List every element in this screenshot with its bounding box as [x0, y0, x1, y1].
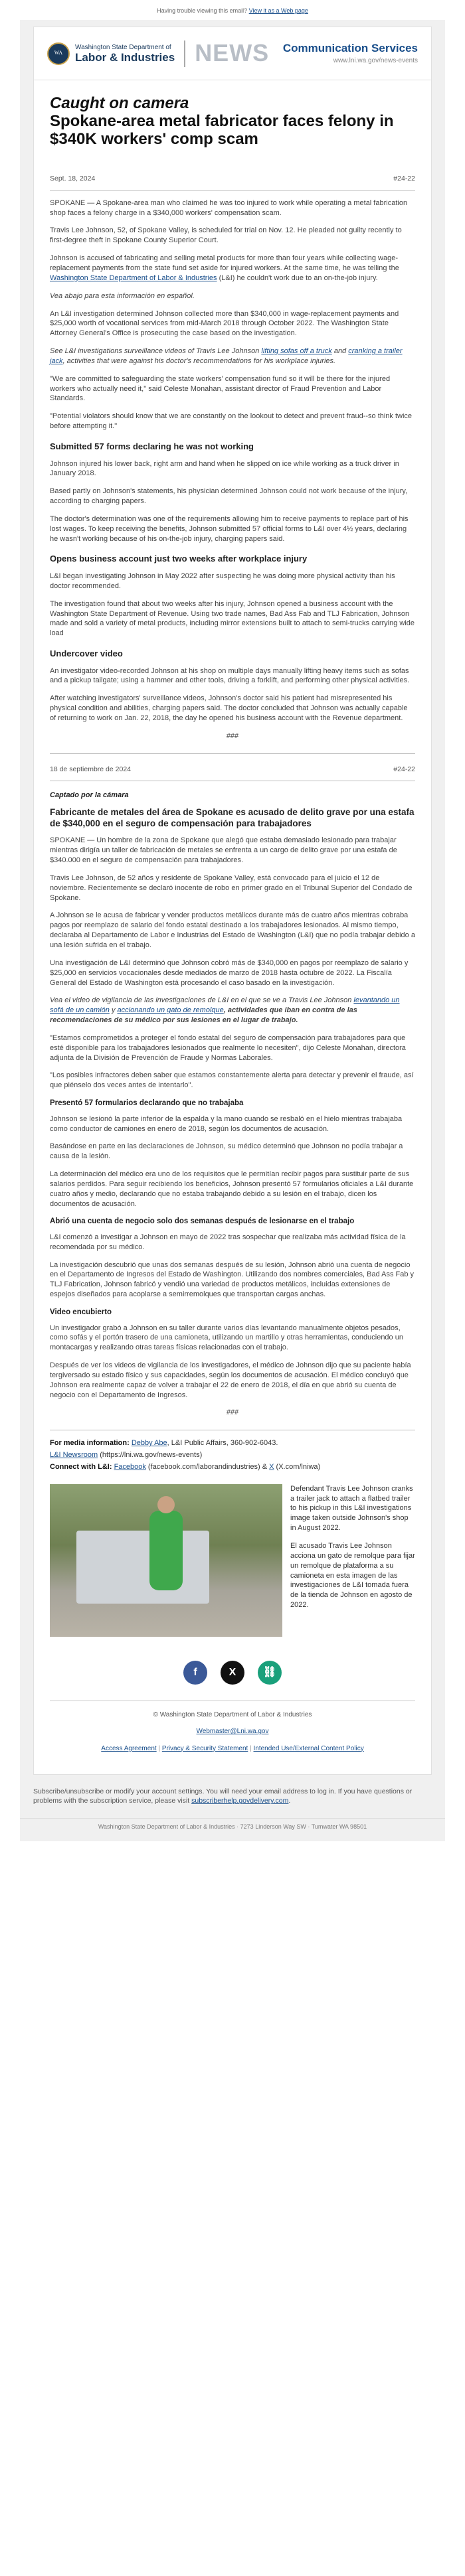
section-heading: Video encubierto: [50, 1308, 112, 1316]
email-view-bar: [0, 0, 465, 20]
article-number: #24-22: [393, 174, 415, 183]
access-link[interactable]: Access Agreement: [101, 1744, 157, 1752]
spanish-title: Fabricante de metales del área de Spokane es acusado de delito grave por una estafa de $340,000 en el seguro de compensación para trabajadores: [50, 806, 415, 828]
article-meta: [50, 174, 415, 190]
photo-caption-es: El acusado Travis Lee Johnson acciona un gato de remolque para fijar un remolque de plataforma a su camioneta en esta imagen de las investigaciones de L&I tomada fuera de la tienda de Johnson en agosto de 2022.: [290, 1542, 415, 1610]
paragraph: Travis Lee Johnson, 52, of Spokane Valley, is scheduled for trial on Nov. 12. He pleaded not guilty recently to first-degree theft in Spokane County Superior Court.: [50, 226, 402, 245]
copyright: © Washington State Department of Labor & Industries: [153, 1710, 312, 1718]
paragraph: Based partly on Johnson's statements, his physician determined Johnson could not work because of the injury, according to charging papers.: [50, 487, 408, 506]
quote: "Potential violators should know that we are constantly on the lookout to detect and prevent fraud--so think twice before attempting it.": [50, 412, 413, 431]
paragraph: Después de ver los videos de vigilancia de los investigadores, el médico de Johnson dijo que su paciente había tergiversado su estado físico y sus capacidades, según los documentos de acusación. El médico concluyó que Johnson era realmente capaz de volver a trabajar el 22 de enero de 2018, el día en que abrió su cuenta de negocio con el Departamento de Ingresos.: [50, 1361, 411, 1399]
paragraph: The investigation found that about two weeks after his injury, Johnson opened a business account with the Washington State Department of Revenue. Using two trade names, Bad Ass Fab and TLJ Fabrication, Johnson made and sold a variety of metal products, including mirror extensions built to attach to semi-trucks carrying wide load: [50, 599, 415, 638]
section-heading: Submitted 57 forms declaring he was not working: [50, 441, 254, 451]
lni-logo[interactable]: [47, 42, 175, 65]
section-heading: Presentó 57 formularios declarando que no trabajaba: [50, 1099, 244, 1108]
state-seal-icon: WA: [47, 42, 70, 65]
intended-use-link[interactable]: Intended Use/External Content Policy: [253, 1744, 364, 1752]
paragraph: La determinación del médico era uno de los requisitos que le permitían recibir pagos para sustituir parte de sus salarios perdidos. Para seguir recibiendo los beneficios, Johnson presentó 57 formularios oficiales a L&I durante cuatro años y medio, declarando que no estaba trabajando debido a su lesión en el trabajo, dicen los documentos de acusación.: [50, 1170, 414, 1208]
x-link[interactable]: X: [269, 1462, 274, 1471]
paragraph: An investigator video-recorded Johnson at his shop on multiple days manually lifting heavy items such as sofas and a pickup tailgate; using a hammer and other tools, driving a forklift, and performing other physical activities.: [50, 666, 410, 685]
comm-title: Communication Services: [282, 42, 418, 55]
article-body: [34, 80, 431, 1701]
privacy-link[interactable]: Privacy & Security Statement: [161, 1744, 248, 1752]
contacts: [50, 1430, 415, 1472]
facebook-icon[interactable]: f: [183, 1661, 207, 1685]
email-outer: [20, 20, 445, 1775]
paragraph: Travis Lee Johnson, de 52 años y residente de Spokane Valley, está convocado para el juicio el 12 de noviembre. Recientemente se declaró inocente de robo en primer grado en el Tribunal Superior del Condado de Spokane.: [50, 873, 413, 902]
link-icon[interactable]: ⛓: [258, 1661, 282, 1685]
connect: Connect with L&I: Facebook (facebook.com/laborandindustries) & X (X.com/lniwa): [50, 1462, 321, 1471]
paragraph: After watching investigators' surveillance videos, Johnson's doctor said his patient had misrepresented his physical condition and abilities, charging papers said. The doctor concluded that Johnson was actually capable of returning to work on Jan. 22, 2018, the day he opened his business account with the Revenue department.: [50, 694, 408, 722]
x-icon[interactable]: X: [221, 1661, 244, 1685]
article-headline: [50, 95, 415, 149]
paragraph: Una investigación de L&I determinó que Johnson cobró más de $340,000 en pagos por reemplazo de salario y $25,000 en servicios vocacionales desde mediados de marzo de 2018 hasta octubre de 2022. La Fiscalía General del Estado de Washington está procesando el caso basado en la investigación.: [50, 958, 409, 987]
article-title: Spokane-area metal fabricator faces felony in $340K workers' comp scam: [50, 112, 394, 148]
video-link-jack[interactable]: cranking a trailer jack: [50, 347, 403, 365]
paragraph: Johnson is accused of fabricating and selling metal products for more than four years while collecting wage-replacement payments from the state fund set aside for injured workers. At the same time, he was telling the Washington State Department of Labor & Industries (L&I) he couldn't work due to an on-the-job injury.: [50, 254, 399, 282]
trailer-jack-photo: [50, 1484, 282, 1637]
paragraph: Johnson injured his lower back, right arm and hand when he slipped on ice while working as a truck driver in January 2018.: [50, 459, 399, 478]
newsroom-link[interactable]: L&I Newsroom: [50, 1451, 98, 1460]
header-divider: [184, 40, 185, 67]
subscription-info: Subscribe/unsubscribe or modify your account settings. You will need your email address to log in. If you have questions or problems with the subscription service, please visit subscriberhelp.govdelivery.com.: [20, 1775, 445, 1817]
paragraph: L&I comenzó a investigar a Johnson en mayo de 2022 tras sospechar que realizaba más actividad física de la recomendada por su médico.: [50, 1233, 406, 1251]
spanish-date: 18 de septiembre de 2024: [50, 765, 132, 773]
end-mark: ###: [226, 731, 239, 740]
logo-line1: Washington State Department of: [75, 43, 171, 51]
paragraph: An L&I investigation determined Johnson collected more than $340,000 in wage-replacement payments and $25,000 worth of vocational services from mid-March 2018 through October 2022. The Washington State Attorney General's Office is prosecuting the case based on the investigation.: [50, 309, 399, 338]
paragraph: Basándose en parte en las declaraciones de Johnson, su médico determinó que Johnson no podía trabajar a causa de la lesión.: [50, 1142, 403, 1161]
photo-block: [50, 1484, 415, 1641]
view-web-link[interactable]: View it as a Web page: [248, 7, 308, 14]
spanish-video-paragraph: Vea el video de vigilancia de las investigaciones de L&I en el que se ve a Travis Lee Johnson levantando un sofá de un camión y accionando un gato de remolque, actividades que iban en contra de las recomendaciones de su médico por sus lesiones en el lugar de trabajo.: [50, 996, 400, 1025]
header: [34, 27, 431, 80]
news-wordmark: NEWS: [195, 39, 270, 67]
comm-services: [283, 41, 418, 65]
video-link-jack-es[interactable]: accionando un gato de remolque: [117, 1006, 224, 1015]
view-trouble-text: Having trouble viewing this email?: [157, 7, 248, 14]
article-kicker: Caught on camera: [50, 94, 189, 112]
email-card: [33, 27, 432, 1775]
bottom-address: Washington State Department of Labor & Industries · 7273 Linderson Way SW · Tumwater WA 98501: [20, 1818, 445, 1841]
section-heading: Opens business account just two weeks after workplace injury: [50, 554, 308, 564]
webmaster-link[interactable]: Webmaster@Lni.wa.gov: [196, 1728, 269, 1736]
newsroom: L&I Newsroom (https://lni.wa.gov/news-events): [50, 1451, 203, 1460]
photo-caption-en: Defendant Travis Lee Johnson cranks a trailer jack to attach a flatbed trailer to his pickup in this L&I investigations image taken outside Johnson's shop in August 2022.: [290, 1484, 413, 1533]
facebook-link[interactable]: Facebook: [114, 1462, 146, 1471]
media-contact: For media information: Debby Abe, L&I Public Affairs, 360-902-6043.: [50, 1439, 278, 1448]
paragraph: SPOKANE — A Spokane-area man who claimed he was too injured to work while operating a metal fabrication shop faces a felony charge in a $340,000 workers' compensation scam.: [50, 198, 408, 217]
video-link-sofa-es[interactable]: levantando un sofá de un camión: [50, 996, 400, 1015]
paragraph: SPOKANE — Un hombre de la zona de Spokane que alegó que estaba demasiado lesionado para trabajar mientras dirigía un taller de fabricación de metales se enfrenta a un cargo de delito grave por una estafa de $340.000 en el seguro de compensación para trabajadores.: [50, 836, 397, 865]
spanish-number: #24-22: [393, 765, 415, 773]
media-contact-link[interactable]: Debby Abe: [131, 1439, 167, 1448]
lni-link[interactable]: Washington State Department of Labor & Industries: [50, 273, 217, 282]
article-date: Sept. 18, 2024: [50, 174, 96, 183]
footer: © Washington State Department of Labor & Industries Webmaster@Lni.wa.gov Access Agreement | Privacy & Security Statement | Intended Use/External Content Policy: [50, 1701, 415, 1775]
spanish-note: Vea abajo para esta información en español.: [50, 291, 195, 300]
subscriber-help-link[interactable]: subscriberhelp.govdelivery.com: [191, 1797, 289, 1805]
paragraph: The doctor's determination was one of the requirements allowing him to receive payments to replace part of his lost wages. To keep receiving the benefits, Johnson submitted 57 official forms to L&I over 4½ years, declaring he wasn't working because of his on-the-job injury, charging papers said.: [50, 514, 409, 543]
section-heading: Undercover video: [50, 648, 123, 659]
video-link-sofas[interactable]: lifting sofas off a truck: [261, 347, 332, 356]
paragraph: L&I began investigating Johnson in May 2022 after suspecting he was doing more physical activity than his doctor recommended.: [50, 571, 395, 590]
spanish-kicker: Captado por la cámara: [50, 791, 129, 799]
quote: "Estamos comprometidos a proteger el fondo estatal del seguro de compensación para trabajadores para que esté disponible para los trabajadores lesionados que realmente lo necesiten", dijo Celeste Monahan, directora adjunta de la División de Prevención de Fraude y Normas Laborales.: [50, 1033, 406, 1062]
paragraph: A Johnson se le acusa de fabricar y vender productos metálicos durante más de cuatro años mientras cobraba pagos por reemplazo de salario del fondo estatal destinado a los trabajadores lesionados. Al mismo tiempo, declaraba al Departamento de Labor e Industrias del Estado de Washington (L&I) que no podía trabajar debido a una lesión sufrida en el trabajo.: [50, 911, 415, 950]
spanish-meta: [50, 753, 415, 781]
end-mark: ###: [226, 1408, 239, 1417]
paragraph: Un investigador grabó a Johnson en su taller durante varios días levantando manualmente objetos pesados, como sofás y el portón trasero de una camioneta, utilizando un martillo y otras herramientas, conduciendo un montacargas y realizando otras tareas físicas relacionadas con el trabajo.: [50, 1324, 403, 1352]
video-paragraph: See L&I investigations surveillance videos of Travis Lee Johnson lifting sofas off a truck and cranking a trailer jack, activities that were against his doctor's recommendations for his workplace injuries.: [50, 347, 403, 365]
quote: "We are committed to safeguarding the state workers' compensation fund so it will be there for the injured workers who actually need it," said Celeste Monahan, assistant director of Fraud Prevention and Labor Standards.: [50, 374, 391, 403]
logo-line2: Labor & Industries: [75, 51, 175, 64]
comm-url[interactable]: www.lni.wa.gov/news-events: [333, 57, 418, 65]
paragraph: Johnson se lesionó la parte inferior de la espalda y la mano cuando se resbaló en el hielo mientras trabajaba como conductor de camiones en enero de 2018, según los documentos de acusación.: [50, 1114, 403, 1133]
social-icons: [50, 1661, 415, 1685]
quote: "Los posibles infractores deben saber que estamos constantemente alerta para detectar y prevenir el fraude, así que piénselo dos veces antes de intentarlo".: [50, 1071, 414, 1090]
paragraph: La investigación descubrió que unas dos semanas después de su lesión, Johnson abrió una cuenta de negocio en el Departamento de Ingresos del Estado de Washington. Utilizando dos nombres comerciales, Bad Ass Fab y TLJ Fabrication, Johnson fabricó y vendió una variedad de productos metálicos, incluidas extensiones de espejos diseñados para acoplarse a semirremolques que transportan cargas anchas.: [50, 1260, 415, 1299]
section-heading: Abrió una cuenta de negocio solo dos semanas después de lesionarse en el trabajo: [50, 1217, 355, 1226]
